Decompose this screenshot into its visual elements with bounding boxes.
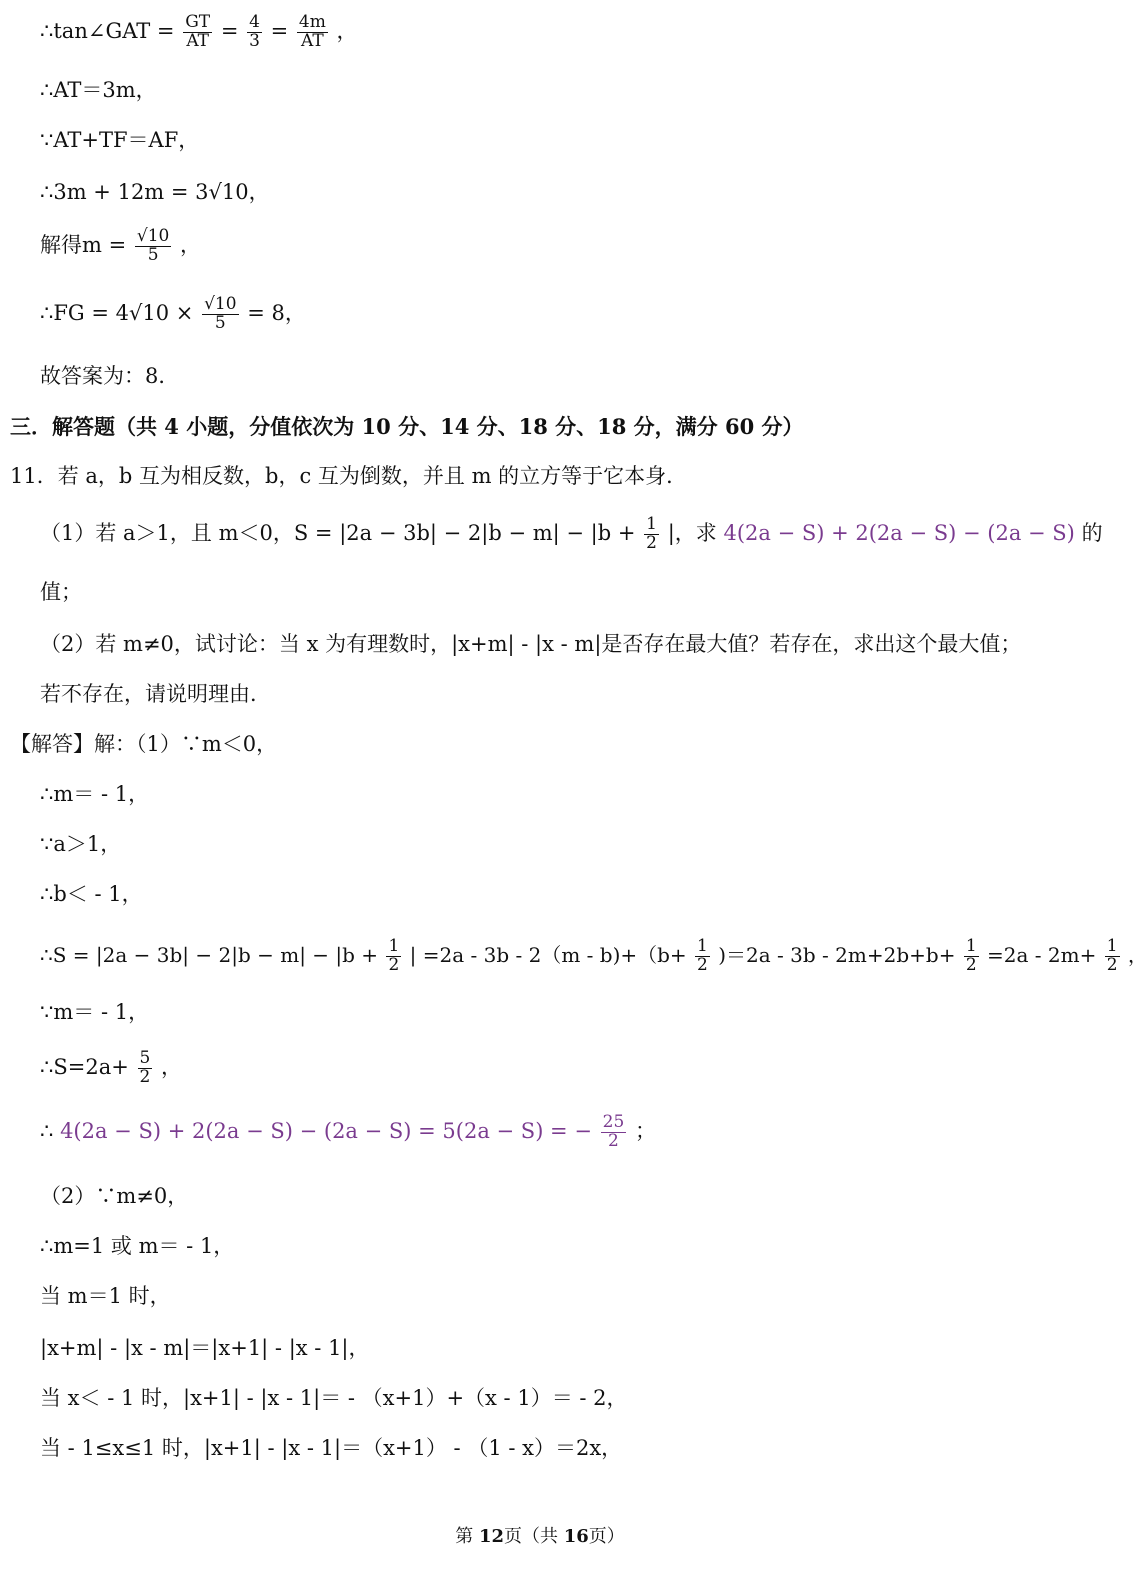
numerator: 1 xyxy=(965,936,977,956)
text: ∴ xyxy=(40,1118,54,1143)
numerator: 4m xyxy=(298,12,326,32)
total-pages: 16 xyxy=(563,1526,589,1547)
footer-text: 页） xyxy=(588,1526,625,1547)
line-at: ∴AT＝3m， xyxy=(40,78,157,102)
fraction xyxy=(202,296,238,333)
answer-line: ∵m＝ - 1， xyxy=(40,1000,150,1024)
answer-line-s-value xyxy=(40,1050,182,1087)
text: ∴S=2a+ xyxy=(40,1054,129,1079)
fraction xyxy=(183,14,212,51)
numerator: √10 xyxy=(204,294,237,314)
question-11: 11．若 a，b 互为相反数，b，c 互为倒数，并且 m 的立方等于它本身． xyxy=(10,464,688,488)
text: ∴FG = 4√10 × xyxy=(40,300,194,325)
page-number: 12 xyxy=(478,1526,504,1547)
text: = 8， xyxy=(247,300,306,325)
denominator: AT xyxy=(301,30,324,51)
denominator: AT xyxy=(186,30,209,51)
text: = xyxy=(220,18,239,43)
text: ∴tan∠GAT = xyxy=(40,18,175,43)
numerator: √10 xyxy=(136,226,170,246)
text: =2a - 2m+ xyxy=(987,942,1097,967)
denominator: 2 xyxy=(388,954,400,975)
question-11-part-1-cont: 值； xyxy=(40,580,82,604)
text: )＝2a - 3b - 2m+2b+b+ xyxy=(718,942,956,967)
numerator: 25 xyxy=(602,1112,625,1132)
text: ； xyxy=(634,1118,656,1143)
answer-line-s-expansion xyxy=(40,938,1148,975)
numerator: 5 xyxy=(139,1048,151,1068)
denominator: 3 xyxy=(249,30,260,51)
denominator: 2 xyxy=(697,954,708,975)
footer-text: 页（共 xyxy=(504,1526,564,1547)
fraction xyxy=(135,228,171,265)
text: ， xyxy=(336,18,358,43)
denominator: 2 xyxy=(139,1066,151,1087)
text: ， xyxy=(1127,942,1148,967)
text: ∴S = |2a − 3b| − 2|b − m| − |b + xyxy=(40,942,379,967)
text: ， xyxy=(180,232,202,257)
fraction xyxy=(138,1050,153,1087)
numerator: 1 xyxy=(646,514,657,534)
highlighted-expression: 4(2a − S) + 2(2a − S) − (2a − S) = 5(2a − S) = − xyxy=(60,1118,592,1143)
text: = xyxy=(270,18,289,43)
question-11-part-2-cont: 若不存在，请说明理由． xyxy=(40,682,271,706)
question-11-part-2: （2）若 m≠0，试讨论：当 x 为有理数时，|x+m| - |x - m|是否存在最大值？若存在，求出这个最大值； xyxy=(40,632,1022,656)
numerator: 1 xyxy=(697,936,708,956)
denominator: 5 xyxy=(147,244,159,265)
line-at-tf: ∵AT+TF＝AF， xyxy=(40,128,200,152)
fraction xyxy=(695,938,710,975)
answer-line: 当 m＝1 时， xyxy=(40,1284,171,1308)
answer-line: 当 - 1≤x≤1 时，|x+1| - |x - 1|＝（x+1） - （1 - x）＝2x， xyxy=(40,1436,623,1460)
footer-text: 第 xyxy=(455,1526,479,1547)
answer-heading: 【解答】解：（1）∵m＜0， xyxy=(10,732,278,756)
numerator: 4 xyxy=(249,12,260,32)
fraction xyxy=(964,938,979,975)
fraction xyxy=(386,938,401,975)
page-footer xyxy=(0,1522,1080,1548)
fraction xyxy=(297,14,328,51)
highlighted-expression: 4(2a − S) + 2(2a − S) − (2a − S) xyxy=(723,520,1075,545)
numerator: 1 xyxy=(1106,936,1118,956)
question-11-part-1 xyxy=(40,516,1103,553)
fraction xyxy=(1105,938,1120,975)
denominator: 2 xyxy=(965,954,977,975)
line-answer: 故答案为：8． xyxy=(40,364,180,388)
answer-line: ∴m＝ - 1， xyxy=(40,782,150,806)
line-fg xyxy=(40,296,306,333)
fraction xyxy=(601,1114,627,1151)
answer-line: ∴b＜ - 1， xyxy=(40,882,143,906)
denominator: 2 xyxy=(646,532,657,553)
denominator: 2 xyxy=(608,1130,619,1151)
answer-line: ∵a＞1， xyxy=(40,832,122,856)
section-heading: 三．解答题（共 4 小题，分值依次为 10 分、14 分、18 分、18 分，满分 60 分） xyxy=(10,414,804,439)
denominator: 5 xyxy=(214,312,226,333)
numerator: GT xyxy=(185,12,211,32)
answer-line: 当 x＜ - 1 时，|x+1| - |x - 1|＝ - （x+1）+（x - 1）＝ - 2， xyxy=(40,1386,628,1410)
text: （1）若 a＞1，且 m＜0，S = |2a − 3b| − 2|b − m| − |b + xyxy=(40,520,636,545)
line-3m: ∴3m + 12m = 3√10， xyxy=(40,180,270,204)
line-tan-gat xyxy=(40,14,358,51)
text: 解得m = xyxy=(40,232,127,257)
denominator: 2 xyxy=(1106,954,1118,975)
fraction xyxy=(247,14,262,51)
answer-part-2: （2）∵m≠0， xyxy=(40,1184,189,1208)
text: |，求 xyxy=(667,520,717,545)
fraction xyxy=(644,516,659,553)
answer-line: ∴m=1 或 m＝ - 1， xyxy=(40,1234,235,1258)
text: 的 xyxy=(1081,520,1103,545)
text: ， xyxy=(161,1054,183,1079)
text: | =2a - 3b - 2（m - b)+（b+ xyxy=(409,942,687,967)
answer-line-result xyxy=(40,1114,656,1151)
numerator: 1 xyxy=(388,936,400,956)
answer-line: |x+m| - |x - m|＝|x+1| - |x - 1|， xyxy=(40,1336,370,1360)
line-solve-m xyxy=(40,228,201,265)
